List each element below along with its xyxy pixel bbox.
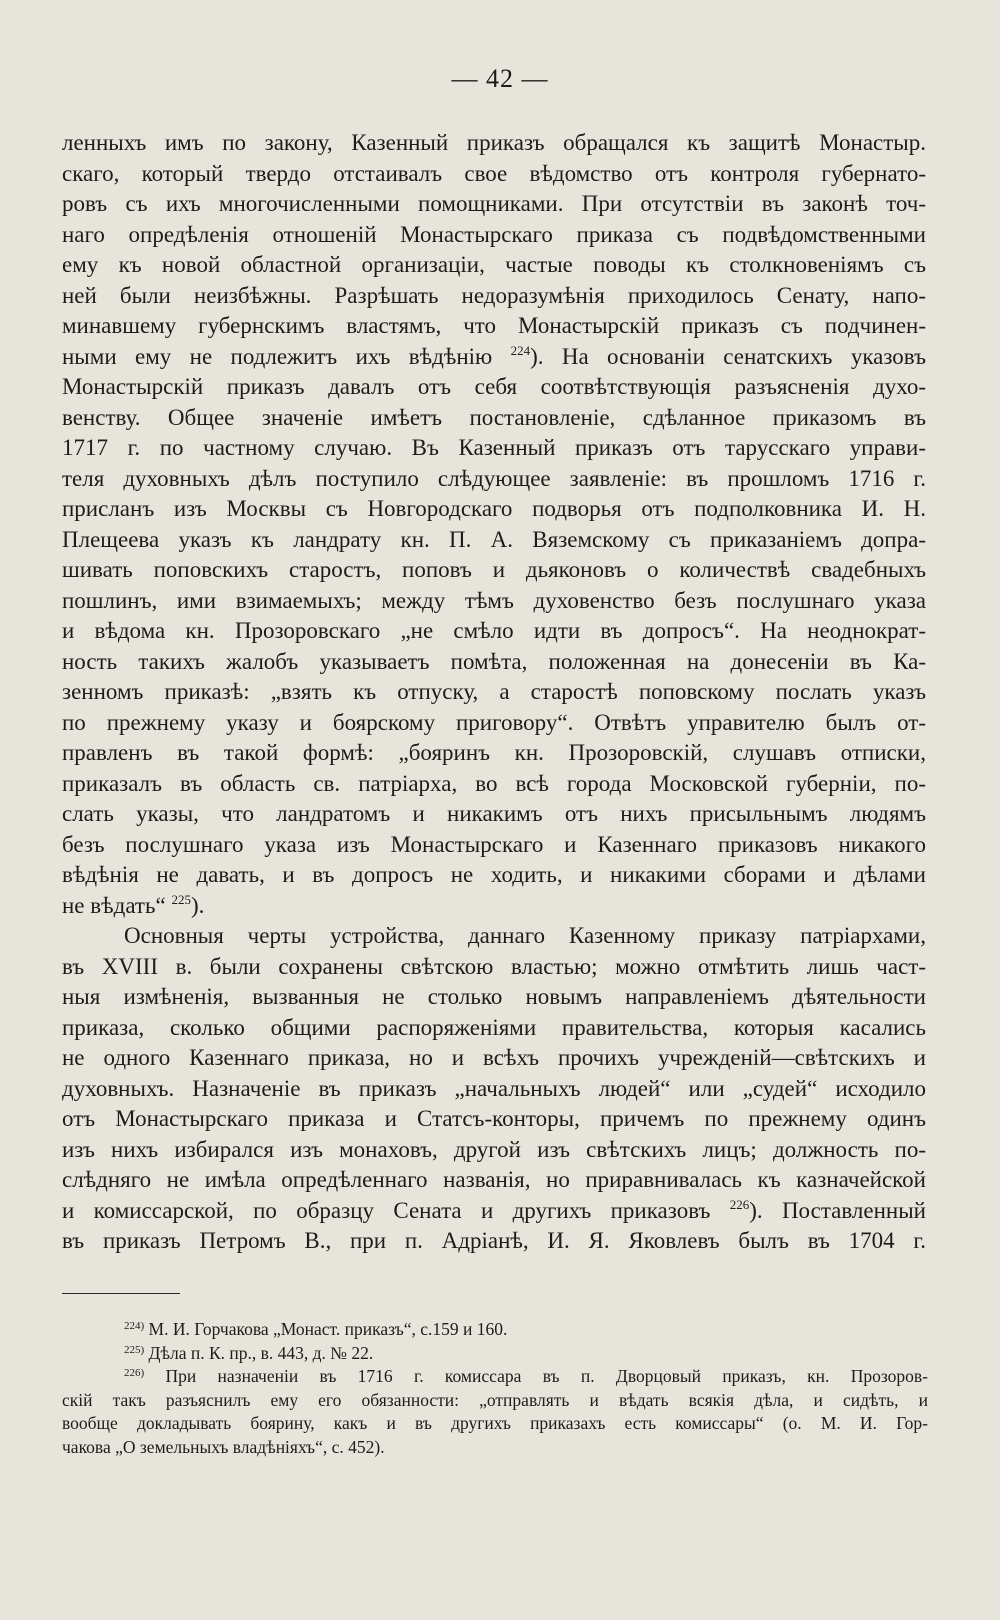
text-line: ленныхъ имъ по закону, Казенный приказъ обращался къ защитѣ Монастыр.: [62, 130, 926, 155]
text-line: слѣдняго не имѣла опредѣленнаго названiя, но приравнивалась къ казначейской: [62, 1167, 926, 1192]
footnote-text: Дѣла п. К. пр., в. 443, д. № 22.: [148, 1342, 374, 1363]
text-segment: ).: [190, 892, 205, 918]
text-line-with-ref: [62, 342, 926, 373]
text-segment: ). Поставленный: [749, 1197, 926, 1223]
footnote-number: 226): [124, 1367, 145, 1379]
page-number: — 42 —: [451, 64, 549, 93]
text-line: отъ Монастырскаго приказа и Статсъ-конторы, причемъ по прежнему одинъ: [62, 1106, 926, 1131]
text-segment: не вѣдать“: [62, 892, 172, 918]
footnotes: [62, 1318, 928, 1459]
text-line-with-ref: [62, 1196, 926, 1227]
text-line: слать указы, что ландратомъ и никакимъ отъ нихъ присыльнымъ людямъ: [62, 801, 926, 826]
text-line: ровъ съ ихъ многочисленными помощниками. При отсутствiи въ законѣ точ-: [62, 191, 926, 216]
text-line: 1717 г. по частному случаю. Въ Казенный приказъ отъ тарусскаго управи-: [62, 435, 926, 460]
footnote-226-line: чакова „О земельныхъ владѣнiяхъ“, с. 452).: [62, 1436, 385, 1457]
text-line: венству. Общее значенiе имѣетъ постановленiе, сдѣланное приказомъ въ: [62, 404, 926, 430]
text-line: не одного Казеннаго приказа, но и всѣхъ прочихъ учрежденiй—свѣтскихъ и: [62, 1045, 926, 1070]
footnote-226: [62, 1365, 928, 1389]
text-line: правленъ въ такой формѣ: „бояринъ кн. Прозоровскiй, слушавъ отписки,: [62, 740, 926, 765]
text-line: Монастырскiй приказъ давалъ отъ себя соотвѣтствующiя разъясненiя духо-: [62, 374, 926, 399]
text-line: безъ послушнаго указа изъ Монастырскаго и Казеннаго приказовъ никакого: [62, 831, 926, 857]
text-line: изъ нихъ избирался изъ монаховъ, другой изъ свѣтскихъ лицъ; должность по-: [62, 1136, 926, 1162]
text-line: Основныя черты устройства, даннаго Казенному приказу патрiархами,: [124, 923, 926, 948]
text-line: ней были неизбѣжны. Разрѣшать недоразумѣнiя приходилось Сенату, напо-: [62, 282, 926, 308]
text-line: Плещеева указъ къ ландрату кн. П. А. Вяземскому съ приказанiемъ допра-: [62, 526, 926, 552]
text-line: наго опредѣленiя отношенiй Монастырскаго приказа съ подвѣдомственными: [62, 221, 926, 247]
text-line-with-ref: [62, 891, 926, 922]
footnote-text: М. И. Горчакова „Монаст. приказъ“, с.159 и 160.: [148, 1319, 508, 1339]
text-line: ему къ новой областной организацiи, частые поводы къ столкновенiямъ съ: [62, 252, 926, 277]
footnote-ref-226: 226: [729, 1196, 750, 1212]
text-line: минавшему губернскимъ властямъ, что Монастырскiй приказъ съ подчинен-: [62, 313, 926, 338]
footnote-number: 225): [124, 1343, 145, 1356]
text-line: ность такихъ жалобъ указываетъ помѣта, положенная на донесенiи въ Ка-: [62, 648, 926, 674]
footnote-text: При назначенiи въ 1716 г. комиссара въ п. Дворцовый приказъ, кн. Прозоров-: [165, 1366, 928, 1386]
text-line: ныя измѣненiя, вызванныя не столько новымъ направленiемъ дѣятельности: [62, 984, 926, 1009]
footnote-226-line: скiй такъ разъяснилъ ему его обязанности: „отправлять и вѣдать всякiя дѣла, и сидѣть, и: [62, 1389, 928, 1410]
text-line: шивать поповскихъ старостъ, поповъ и дьяконовъ о количествѣ свадебныхъ: [62, 557, 926, 582]
footnote-226-line: вообще докладывать боярину, какъ и въ другихъ приказахъ есть комиссары“ (о. М. И. Гор-: [62, 1413, 928, 1433]
text-line: приказалъ въ область св. патрiарха, во всѣ города Московской губернiи, по-: [62, 770, 926, 796]
text-line: духовныхъ. Назначенiе въ приказъ „начальныхъ людей“ или „судей“ исходило: [62, 1075, 926, 1101]
text-line: въ приказъ Петромъ В., при п. Адрiанѣ, И. Я. Яковлевъ былъ въ 1704 г.: [62, 1228, 926, 1253]
text-line: присланъ изъ Москвы съ Новгородскаго подворья отъ подполковника И. Н.: [62, 496, 926, 521]
footnote-ref-225: 225: [171, 891, 191, 907]
footnote-ref-224: 224: [510, 342, 531, 358]
text-segment: ). На основанiи сенатскихъ указовъ: [530, 343, 926, 369]
text-line: и вѣдома кн. Прозоровскаго „не смѣло идти въ допросъ“. На неоднократ-: [62, 618, 926, 643]
text-line: теля духовныхъ дѣлъ поступило слѣдующее заявленiе: въ прошломъ 1716 г.: [62, 465, 926, 491]
text-line: приказа, сколько общими распоряженiями правительства, которыя касались: [62, 1014, 926, 1040]
text-line: въ XVIII в. были сохранены свѣтскою властью; можно отмѣтить лишь част-: [62, 953, 926, 979]
text-line: скаго, который твердо отстаивалъ свое вѣдомство отъ контроля губернато-: [62, 160, 926, 186]
footnote-225: [62, 1342, 928, 1366]
footnote-224: [62, 1318, 928, 1342]
main-text: [62, 128, 926, 1257]
text-line: по прежнему указу и боярскому приговору“. Отвѣтъ управителю былъ от-: [62, 709, 926, 735]
text-line: вѣдѣнiя не давать, и въ допросъ не ходить, и никакими сборами и дѣлами: [62, 862, 926, 887]
text-segment: и комиссарской, по образцу Сената и другихъ приказовъ: [62, 1197, 730, 1223]
text-line: пошлинъ, ими взимаемыхъ; между тѣмъ духовенство безъ послушнаго указа: [62, 587, 926, 613]
footnote-number: 224): [124, 1320, 145, 1332]
text-segment: ными ему не подлежитъ ихъ вѣдѣнiю: [62, 343, 511, 369]
text-line: зенномъ приказѣ: „взять къ отпуску, а старостѣ поповскому послать указъ: [62, 679, 926, 704]
footnote-divider: [62, 1293, 180, 1294]
